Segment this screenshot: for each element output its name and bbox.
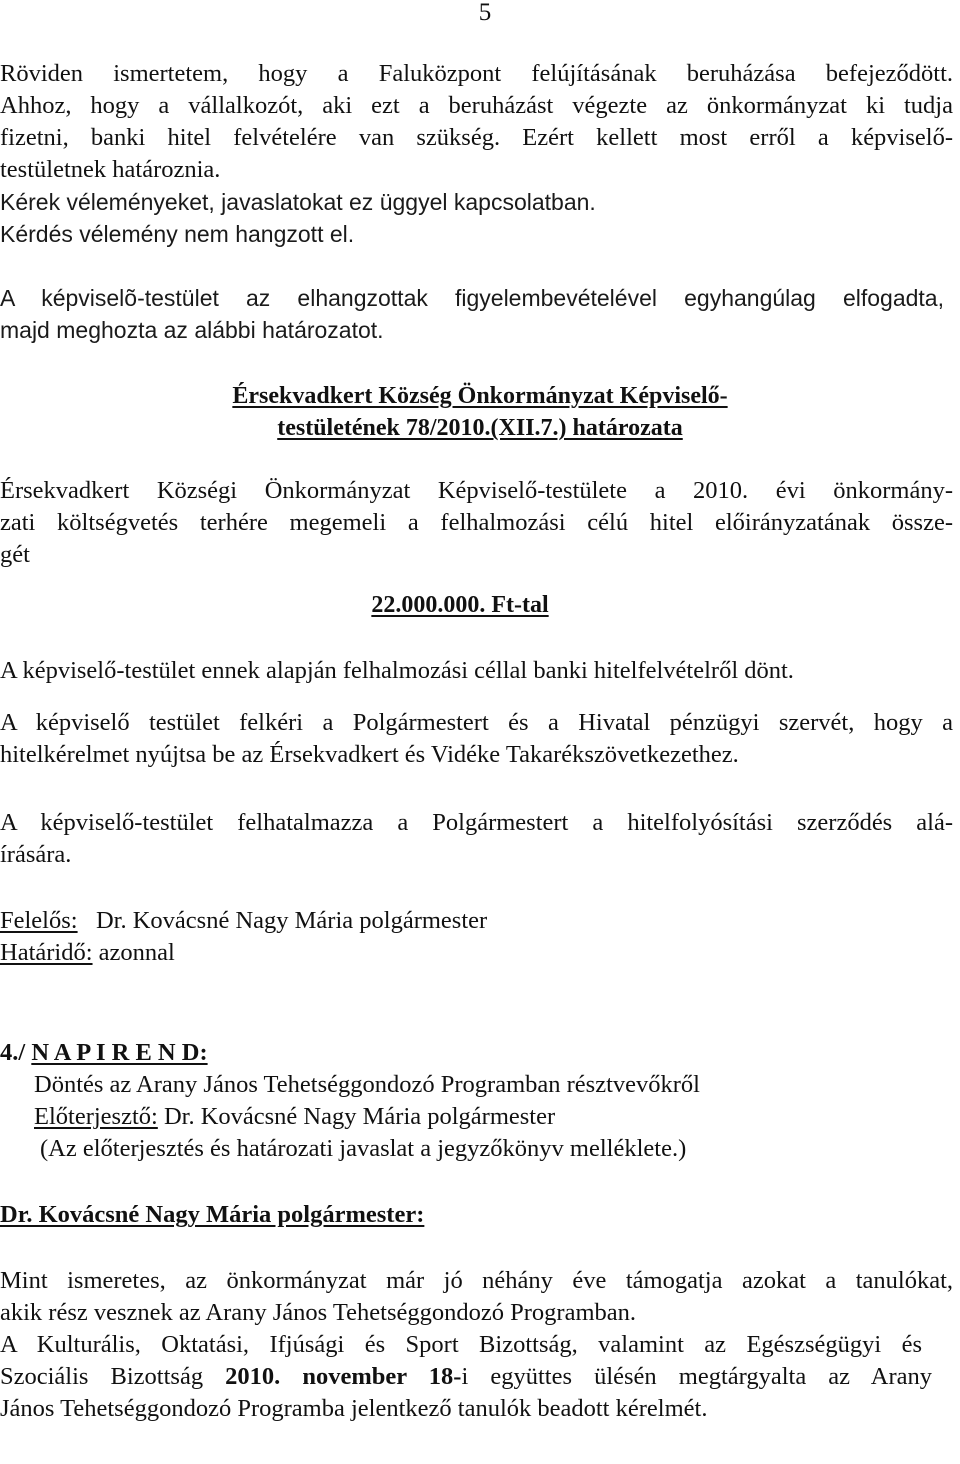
decision-intro-line-1: A képviselõ-testület az elhangzottak figyelembevételével egyhangúlag elfogadta, xyxy=(0,285,944,311)
agenda-label: N A P I R E N D: xyxy=(31,1039,208,1066)
speech-line-4-date: 2010. november 18- xyxy=(225,1363,462,1390)
deadline-label: Határidő: xyxy=(0,939,93,966)
speech-line-5: János Tehetséggondozó Programba jelentkező tanulók beadott kérelmét. xyxy=(0,1395,708,1422)
speech-line-2: akik rész vesznek az Arany János Tehetséggondozó Programban. xyxy=(0,1299,636,1326)
intro-line-4: testületnek határoznia. xyxy=(0,156,221,183)
presenter-label: Előterjesztő: xyxy=(34,1103,158,1130)
responsible-row xyxy=(0,905,487,937)
resolution-body-line-1: Érsekvadkert Községi Önkormányzat Képviselő-testülete a 2010. évi önkormány- xyxy=(0,477,953,504)
intro-line-2: Ahhoz, hogy a vállalkozót, aki ezt a beruházást végezte az önkormányzat ki tudja xyxy=(0,92,953,119)
agenda-number: 4./ xyxy=(0,1039,26,1066)
speech-line-4-part-2: i együttes ülésén megtárgyalta az Arany xyxy=(461,1363,933,1390)
intro-line-3: fizetni, banki hitel felvételére van szükség. Ezért kellett most erről a képviselő- xyxy=(0,124,953,151)
resolution-amount: 22.000.000. Ft-tal xyxy=(371,592,549,618)
decision-paragraph-3-line-2: írására. xyxy=(0,841,72,868)
intro-line-5: Kérek véleményeket, javaslatokat ez üggyel kapcsolatban. xyxy=(0,189,596,215)
resolution-body-line-2: zati költségvetés terhére megemeli a felhalmozási célú hitel előirányzatának össze- xyxy=(0,509,953,536)
decision-intro-line-2: majd meghozta az alábbi határozatot. xyxy=(0,317,384,343)
decision-paragraph-2-line-1: A képviselő testület felkéri a Polgármestert és a Hivatal pénzügyi szervét, hogy a xyxy=(0,709,953,736)
speech-line-1: Mint ismeretes, az önkormányzat már jó néhány éve támogatja azokat a tanulókat, xyxy=(0,1267,953,1294)
decision-paragraph-2-line-2: hitelkérelmet nyújtsa be az Érsekvadkert és Vidéke Takarékszövetkezethez. xyxy=(0,741,739,768)
intro-line-1: Röviden ismertetem, hogy a Faluközpont felújításának beruházása befejeződött. xyxy=(0,60,953,87)
page-number: 5 xyxy=(478,0,492,26)
deadline-value: azonnal xyxy=(98,939,175,966)
agenda-note: (Az előterjesztés és határozati javaslat a jegyzőkönyv melléklete.) xyxy=(40,1135,687,1162)
resolution-title-line-1: Érsekvadkert Község Önkormányzat Képviselő- xyxy=(232,383,728,409)
resolution-body-line-3: gét xyxy=(0,541,30,568)
responsible-label: Felelős: xyxy=(0,907,78,934)
decision-paragraph-1: A képviselő-testület ennek alapján felhalmozási céllal banki hitelfelvételről dönt. xyxy=(0,657,794,684)
agenda-presenter xyxy=(0,1101,555,1133)
resolution-title-line-2: testületének 78/2010.(XII.7.) határozata xyxy=(277,415,683,441)
agenda-topic: Döntés az Arany János Tehetséggondozó Programban résztvevőkről xyxy=(34,1071,700,1098)
speaker-heading: Dr. Kovácsné Nagy Mária polgármester: xyxy=(0,1201,425,1228)
agenda-heading xyxy=(0,1037,208,1069)
speech-line-4 xyxy=(0,1361,932,1393)
responsible-value: Dr. Kovácsné Nagy Mária polgármester xyxy=(95,907,488,934)
deadline-row xyxy=(0,937,175,969)
decision-paragraph-3-line-1: A képviselő-testület felhatalmazza a Polgármestert a hitelfolyósítási szerződés alá- xyxy=(0,809,953,836)
presenter-value: Dr. Kovácsné Nagy Mária polgármester xyxy=(163,1103,556,1130)
intro-line-6: Kérdés vélemény nem hangzott el. xyxy=(0,221,355,247)
speech-line-4-part-1: Szociális Bizottság xyxy=(0,1363,226,1390)
speech-line-3: A Kulturális, Oktatási, Ifjúsági és Sport Bizottság, valamint az Egészségügyi és xyxy=(0,1331,922,1358)
